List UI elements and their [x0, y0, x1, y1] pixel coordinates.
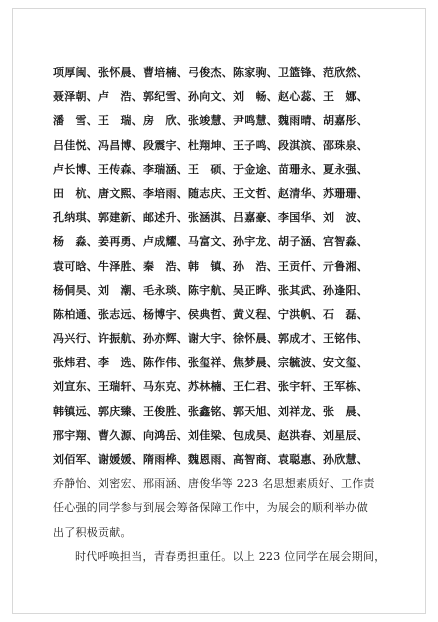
name-list-line: 杨侗昊、刘 潮、毛永琰、陈宇航、吴正晔、张其武、孙逢阳、: [53, 283, 368, 297]
name-list-line: 冯兴行、许振航、孙亦辉、谢大宇、徐怀晨、郭成才、王铭伟、: [53, 332, 368, 346]
name-list-line: 项厚闽、张怀晨、曹培楠、弓俊杰、陈家驹、卫篮锋、范欣然、: [53, 66, 368, 79]
name-list-line: 潘 雪、王 瑞、房 欣、张竣慧、尹鸣慧、魏雨晴、胡嘉彤、: [53, 114, 368, 128]
name-list-line: 聂泽朝、卢 浩、郭纪雪、孙向文、刘 畅、赵心蕊、王 娜、: [53, 90, 368, 104]
name-list-line: 杨 淼、姜再勇、卢成耀、马富文、孙宇龙、胡子涵、宫智淼、: [53, 235, 368, 249]
paragraph-line: 任心强的同学参与到展会筹备保障工作中，为展会的顺利举办做: [53, 501, 368, 515]
name-list-line: 韩镇远、郭庆臻、王俊胜、张鑫铭、郭天旭、刘祥龙、张 晨、: [53, 404, 368, 418]
name-list-line: 孔纳琪、郭建新、邮述升、张涵淇、吕嘉豪、李国华、刘 波、: [53, 211, 368, 225]
name-list-line: 刘佰军、谢媛媛、隋雨桦、魏恩雨、高智商、袁聪惠、孙欣慧、: [53, 453, 368, 466]
paragraph-line: 乔静怡、刘密宏、邢雨涵、唐俊华等 223 名思想素质好、工作责: [53, 477, 375, 491]
name-list-line: 袁可晗、牛泽胜、秦 浩、韩 镇、孙 浩、王贡仟、亓鲁湘、: [53, 259, 368, 273]
name-list-line: 田 杭、唐文熙、李培雨、随志庆、王文哲、赵清华、苏珊珊、: [53, 186, 368, 200]
name-list-line: 陈柏通、张志远、杨博宇、侯典哲、黄义程、宁洪帆、石 磊、: [53, 307, 368, 321]
name-list-line: 张炜君、李 选、陈作伟、张玺祥、焦梦晨、宗毓波、安文玺、: [53, 356, 368, 370]
closing-paragraph-line: 时代呼唤担当，青春勇担重任。以上 223 位同学在展会期间，: [75, 549, 386, 563]
paragraph-line: 出了积极贡献。: [53, 525, 132, 539]
name-list-line: 吕佳悦、冯昌博、段震宇、杜翔坤、王子鸣、段淇滨、邵珠泉、: [53, 138, 368, 152]
name-list-line: 卢长博、王传森、李瑞涵、王 硕、于金途、苗珊永、夏永强、: [53, 162, 368, 176]
name-list-line: 刘宣东、王瑞轩、马东克、苏林楠、王仁君、张宇轩、王军栋、: [53, 380, 368, 394]
name-list-paragraph: [53, 61, 391, 569]
name-list-line: 邢宇翔、曹久源、向鸿岳、刘佳梁、包成昊、赵洪春、刘星辰、: [53, 428, 368, 442]
